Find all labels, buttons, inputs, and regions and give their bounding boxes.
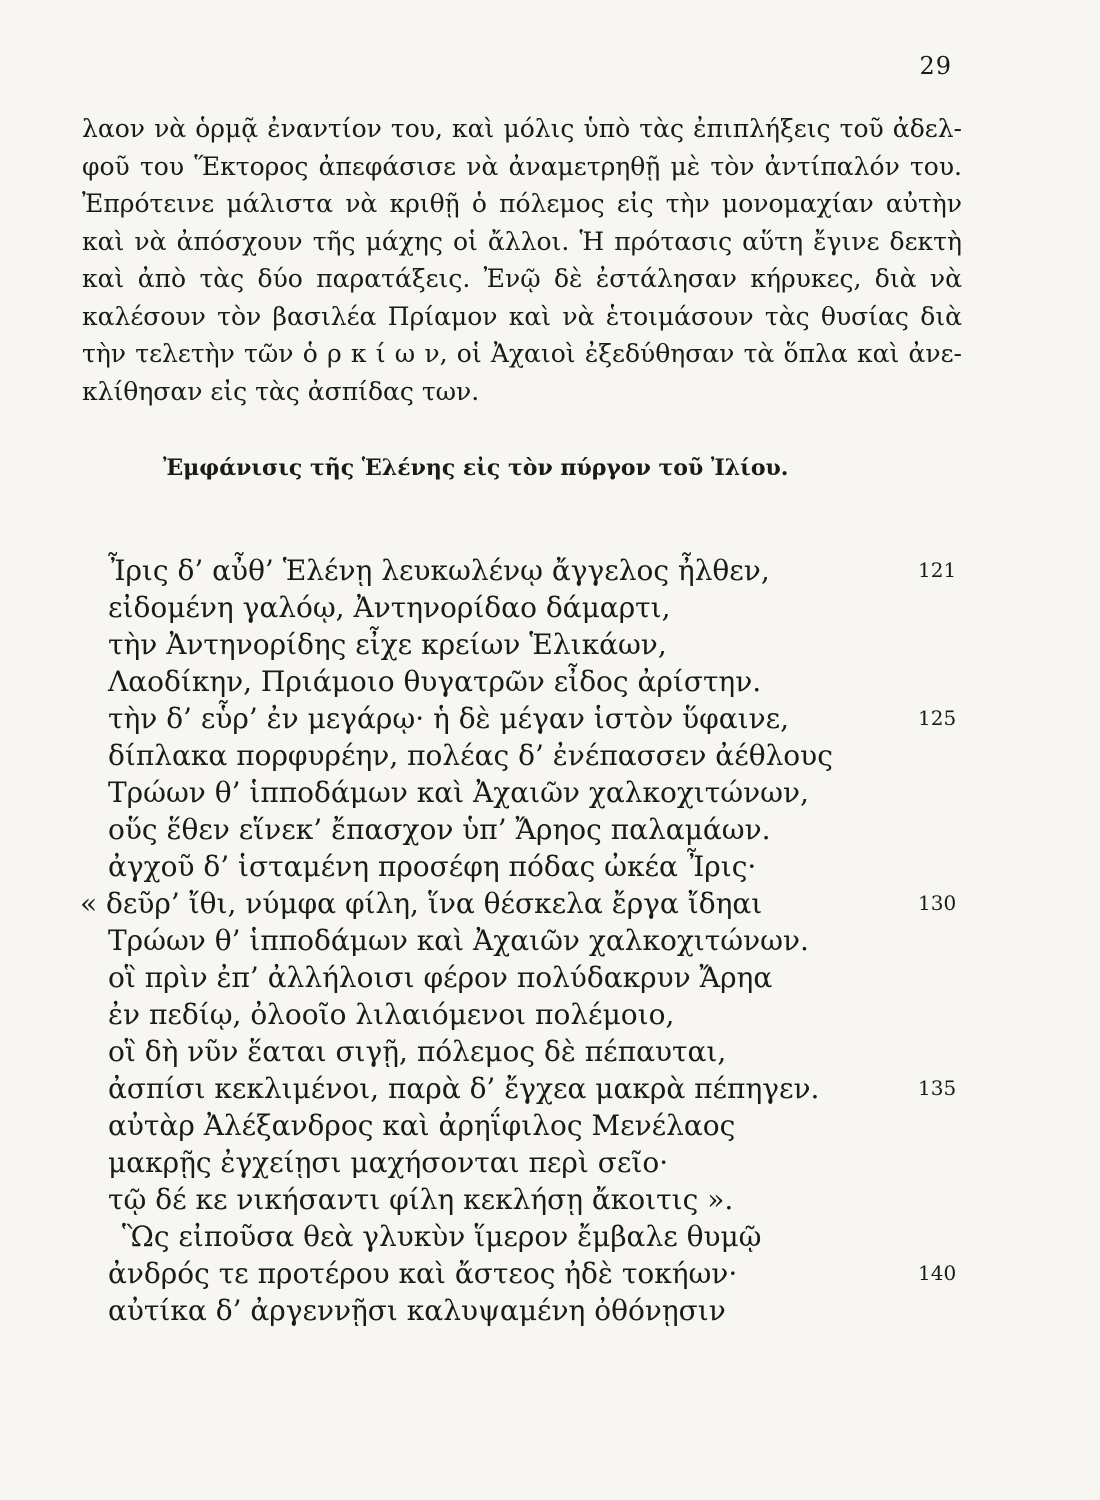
verse-line <box>0 1218 1100 1255</box>
verse-line <box>0 552 1100 589</box>
verse-line <box>0 1292 1100 1329</box>
verse-text: τὴν δ’ εὗρ’ ἐν μεγάρῳ· ἡ δὲ μέγαν ἱστὸν ὕφαινε, <box>108 702 790 735</box>
verse-line <box>0 1255 1100 1292</box>
line-number: 125 <box>918 706 957 730</box>
prose-line: τὴν τελετὴν τῶν ὁ ρ κ ί ω ν, οἱ Ἀχαιοὶ ἐξεδύθησαν τὰ ὅπλα καὶ ἀνε- <box>82 339 962 368</box>
verse-line <box>0 700 1100 737</box>
verse-text: οἳ δὴ νῦν ἕαται σιγῇ, πόλεμος δὲ πέπαυται, <box>108 1035 727 1068</box>
verse-text: Ὣς εἰποῦσα θεὰ γλυκὺν ἵμερον ἔμβαλε θυμῷ <box>122 1220 762 1253</box>
verse-line <box>0 737 1100 774</box>
verse-line <box>0 1144 1100 1181</box>
verse-line <box>0 589 1100 626</box>
verse-line <box>0 922 1100 959</box>
prose-line: λαον νὰ ὁρμᾷ ἐναντίον του, καὶ μόλις ὑπὸ τὰς ἐπιπλήξεις τοῦ ἀδελ- <box>82 114 962 143</box>
verse-line <box>0 1033 1100 1070</box>
verse-text: τῷ δέ κε νικήσαντι φίλη κεκλήσῃ ἄκοιτις ». <box>108 1183 734 1216</box>
verse-text: αὐτίκα δ’ ἀργεννῇσι καλυψαμένη ὀθόνῃσιν <box>108 1294 726 1327</box>
verse-text: Τρώων θ’ ἱπποδάμων καὶ Ἀχαιῶν χαλκοχιτώνων. <box>108 924 809 957</box>
verse-line <box>0 959 1100 996</box>
verse-line <box>0 848 1100 885</box>
prose-line: κλίθησαν εἰς τὰς ἀσπίδας των. <box>82 376 480 406</box>
verse-line <box>0 996 1100 1033</box>
verse-text: Τρώων θ’ ἱπποδάμων καὶ Ἀχαιῶν χαλκοχιτώνων, <box>108 776 809 809</box>
verse-line <box>0 1181 1100 1218</box>
prose-line: Ἐπρότεινε μάλιστα νὰ κριθῇ ὁ πόλεμος εἰς τὴν μονομαχίαν αὐτὴν <box>82 189 962 218</box>
verse-line <box>0 774 1100 811</box>
line-number: 140 <box>918 1261 957 1285</box>
verse-text: Λαοδίκην, Πριάμοιο θυγατρῶν εἶδος ἀρίστην. <box>108 665 762 698</box>
prose-line: φοῦ του Ἕκτορος ἀπεφάσισε νὰ ἀναμετρηθῇ μὲ τὸν ἀντίπαλόν του. <box>82 151 962 181</box>
verse-text: οἳ πρὶν ἐπ’ ἀλλήλοισι φέρον πολύδακρυν Ἄρηα <box>108 961 773 994</box>
verse-text: τὴν Ἀντηνορίδης εἶχε κρείων Ἑλικάων, <box>108 628 667 661</box>
verse-line <box>0 1070 1100 1107</box>
verse-text: ἐν πεδίῳ, ὀλοοῖο λιλαιόμενοι πολέμοιο, <box>108 998 675 1031</box>
verse-line <box>0 885 1100 922</box>
line-number: 135 <box>918 1076 957 1100</box>
verse-block <box>0 552 1100 1329</box>
prose-line: καλέσουν τὸν βασιλέα Πρίαμον καὶ νὰ ἑτοιμάσουν τὰς θυσίας διὰ <box>82 301 962 331</box>
verse-text: μακρῇς ἐγχείῃσι μαχήσονται περὶ σεῖο· <box>108 1146 669 1179</box>
verse-text: ἀνδρός τε προτέρου καὶ ἄστεος ἠδὲ τοκήων· <box>108 1257 738 1290</box>
verse-line <box>0 663 1100 700</box>
line-number: 121 <box>918 558 957 582</box>
verse-text: εἰδομένη γαλόῳ, Ἀντηνορίδαο δάμαρτι, <box>108 591 671 624</box>
verse-text: αὐτὰρ Ἀλέξανδρος καὶ ἀρηΐφιλος Μενέλαος <box>108 1109 736 1142</box>
page-number: 29 <box>919 52 952 80</box>
section-heading: Ἐμφάνισις τῆς Ἑλένης εἰς τὸν πύργον τοῦ Ἰλίου. <box>163 455 789 481</box>
verse-text: « δεῦρ’ ἴθι, νύμφα φίλη, ἵνα θέσκελα ἔργα ἴδηαι <box>80 887 763 920</box>
prose-paragraph <box>82 110 962 410</box>
line-number: 130 <box>918 891 957 915</box>
verse-line <box>0 811 1100 848</box>
verse-text: οὕς ἕθεν εἵνεκ’ ἔπασχον ὑπ’ Ἄρηος παλαμάων. <box>108 813 771 846</box>
prose-line: καὶ νὰ ἀπόσχουν τῆς μάχης οἱ ἄλλοι. Ἡ πρότασις αὕτη ἔγινε δεκτὴ <box>82 226 962 256</box>
verse-text: ἀγχοῦ δ’ ἱσταμένη προσέφη πόδας ὠκέα Ἶρις· <box>108 850 757 883</box>
verse-line <box>0 626 1100 663</box>
prose-line: καὶ ἀπὸ τὰς δύο παρατάξεις. Ἐνῷ δὲ ἐστάλησαν κήρυκες, διὰ νὰ <box>82 264 962 293</box>
verse-text: δίπλακα πορφυρέην, πολέας δ’ ἐνέπασσεν ἀέθλους <box>108 739 833 772</box>
verse-line <box>0 1107 1100 1144</box>
verse-text: ἀσπίσι κεκλιμένοι, παρὰ δ’ ἔγχεα μακρὰ πέπηγεν. <box>108 1072 820 1105</box>
verse-text: Ἶρις δ’ αὖθ’ Ἑλένῃ λευκωλένῳ ἄγγελος ἦλθεν, <box>108 554 770 587</box>
